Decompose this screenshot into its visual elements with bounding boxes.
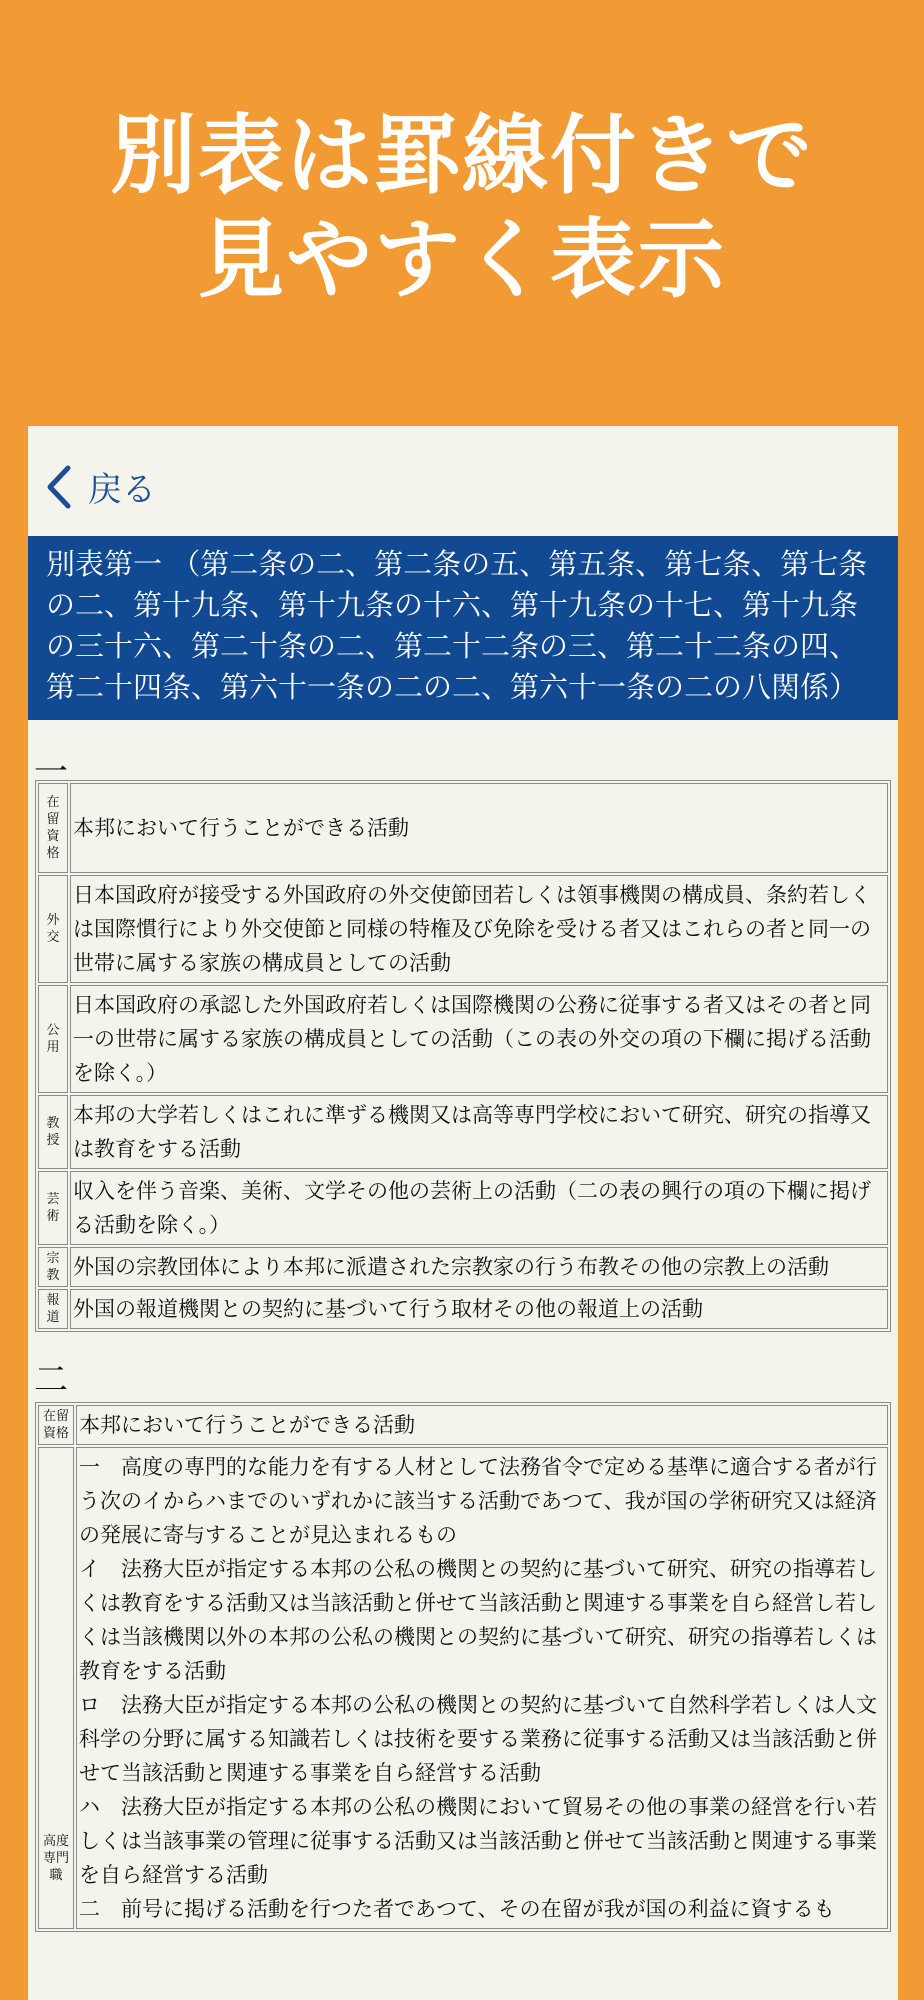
table-row-key: 宗教: [38, 1247, 68, 1287]
table-row-value: 日本国政府が接受する外国政府の外交使節団若しくは領事機関の構成員、条約若しくは国際慣行により外交使節と同様の特権及び免除を受ける者又はこれらの者と同一の世帯に属する家族の構成員としての活動: [70, 875, 888, 983]
activity-paragraph: イ 法務大臣が指定する本邦の公私の機関との契約に基づいて研究、研究の指導若しくは教育をする活動又は当該活動と併せて当該活動と関連する事業を自ら経営し若しくは当該機関以外の本邦の公私の機関との契約に基づいて研究、研究の指導若しくは教育をする活動: [79, 1557, 877, 1683]
table-row-key: 外交: [38, 875, 68, 983]
table-header-value: 本邦において行うことができる活動: [70, 783, 888, 873]
promo-headline: [0, 104, 924, 312]
activity-paragraph: ロ 法務大臣が指定する本邦の公私の機関との契約に基づいて自然科学若しくは人文科学の分野に属する知識若しくは技術を要する業務に従事する活動又は当該活動と併せて当該活動と関連する事業を自ら経営する活動: [79, 1693, 877, 1785]
promo-line-1: 別表は罫線付きで: [110, 106, 814, 206]
back-button[interactable]: [44, 462, 156, 511]
table-header-row: [38, 1405, 888, 1445]
table-row-key: 教授: [38, 1095, 68, 1169]
status-table-1: [35, 780, 891, 1332]
table-header-value: 本邦において行うことができる活動: [76, 1405, 888, 1445]
table-row-value: 日本国政府の承認した外国政府若しくは国際機関の公務に従事する者又はその者と同一の世帯に属する家族の構成員としての活動（この表の外交の項の下欄に掲げる活動を除く。）: [70, 985, 888, 1093]
back-label: 戻る: [88, 470, 156, 510]
table-row-value: 外国の報道機関との契約に基づいて行う取材その他の報道上の活動: [70, 1289, 888, 1329]
table-row: [38, 1447, 888, 1929]
navigation-bar: [28, 426, 898, 536]
table-row: [38, 875, 888, 983]
chevron-left-icon: [44, 465, 74, 509]
app-screen: [28, 426, 898, 2000]
status-table-2: [35, 1402, 891, 1932]
section-number: 一: [34, 752, 68, 792]
table-row-value: [76, 1447, 888, 1929]
table-row: [38, 1289, 888, 1329]
table-row-value: 収入を伴う音楽、美術、文学その他の芸術上の活動（二の表の興行の項の下欄に掲げる活動を除く。）: [70, 1171, 888, 1245]
appendix-heading: 別表第一 （第二条の二、第二条の五、第五条、第七条、第七条の二、第十九条、第十九条の十六、第十九条の十七、第十九条の三十六、第二十条の二、第二十二条の三、第二十二条の四、第二十四条、第六十一条の二の二、第六十一条の二の八関係）: [28, 536, 898, 720]
table-row-key: 高度専門職: [38, 1447, 74, 1929]
table-row-value: 外国の宗教団体により本邦に派遣された宗教家の行う布教その他の宗教上の活動: [70, 1247, 888, 1287]
activity-paragraph: 二 前号に掲げる活動を行つた者であつて、その在留が我が国の利益に資するも: [79, 1897, 835, 1921]
activity-paragraph: ハ 法務大臣が指定する本邦の公私の機関において貿易その他の事業の経営を行い若しくは当該事業の管理に従事する活動又は当該活動と併せて当該活動と関連する事業を自ら経営する活動: [79, 1795, 877, 1887]
table-row-key: 芸術: [38, 1171, 68, 1245]
table-header-key: 在留資格: [38, 1405, 74, 1445]
section-number: 二: [34, 1360, 68, 1400]
table-row: [38, 1095, 888, 1169]
table-header-key: 在留資格: [38, 783, 68, 873]
table-row-value: 本邦の大学若しくはこれに準ずる機関又は高等専門学校において研究、研究の指導又は教育をする活動: [70, 1095, 888, 1169]
table-row: [38, 1247, 888, 1287]
activity-paragraph: 一 高度の専門的な能力を有する人材として法務省令で定める基準に適合する者が行う次のイからハまでのいずれかに該当する活動であつて、我が国の学術研究又は経済の発展に寄与することが見込まれるもの: [79, 1455, 877, 1547]
table-header-row: [38, 783, 888, 873]
table-row-key: 報道: [38, 1289, 68, 1329]
promo-line-2: 見やすく表示: [198, 210, 726, 310]
table-row: [38, 985, 888, 1093]
table-row: [38, 1171, 888, 1245]
table-row-key: 公用: [38, 985, 68, 1093]
